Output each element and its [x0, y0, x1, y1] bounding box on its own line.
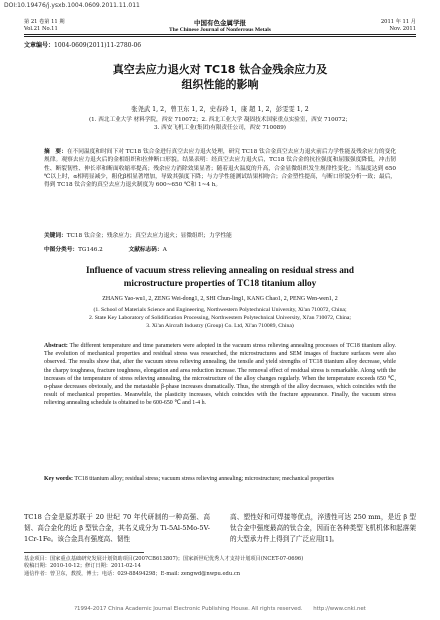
authors-chinese: 张尧武 1, 2，曾卫东 1, 2，史春玲 1，康 超 1, 2，彭雯雯 1, 2 — [131, 106, 309, 113]
authors-english: ZHANG Yao-wu1, 2, ZENG Wei-dong1, 2, SHI Chun-ling1, KANG Chao1, 2, PENG Wen-wen1, 2 — [102, 296, 338, 302]
footnote-rule — [24, 552, 144, 553]
footnotes: 基金项目：国家重点基础研究发展计划资助项目(2007CB613807)；国家新世纪优秀人才支持计划项目(NCET-07-0696) 收稿日期：2010-10-12；修订日期：2011-02-14 通信作者：曾卫东，教授，博士；电话：029-88494298；E-mail: zengwd@nwpu.edu.cn — [24, 556, 304, 577]
header-journal-name: 中国有色金属学报 The Chinese Journal of Nonferrous Metals — [169, 19, 271, 33]
copyright-footer: ?1994-2017 China Academic Journal Electronic Publishing House. All rights reserved. http://www.cnki.net — [74, 606, 366, 612]
affiliations-english: (1. School of Materials Science and Engineering, Northwestern Polytechnical University, Xi'an 710072, China; 2. State Key Laboratory of Solidification Processing, Northwestern Polytechnical University, Xi'an 710072, China; 3. Xi'an Aircraft Industry (Group) Co. Ltd, Xi'an 710089, China) — [89, 307, 351, 329]
body-column-right: 高、塑性好和可焊接等优点，淬透性可达 250 mm，是近 β 型钛合金中强度最高的钛合金，因而在各种类型飞机机体和起落架的大型承力件上得到了广泛应用[1]。 — [230, 513, 416, 543]
affiliations-chinese: (1. 西北工业大学 材料学院，西安 710072；2. 西北工业大学 凝固技术国家重点实验室，西安 710072； 3. 西安飞机工业(集团)有限责任公司，西安 710089) — [88, 117, 351, 131]
abstract-cn-text: 在不同温度和时间下对 TC18 钛合金进行真空去应力退火处理，研究 TC18 钛合金真空去应力退火前后力学性能及残余应力的变化规律。观察去应力退火后的金相组织和拉伸断口形貌。结果表明：经真空去应力退火后，TC18 钛合金的抗拉强度和屈服强度降低，冲击韧性、断裂韧性、伸长率和断面收缩率提高；残余应力消除效果显著；随着退火温度的升高，合金显微组织发生规律性变化；当温度达到 650 ℃以上时，α相明显减少，粗化β相显著增加，导致其强度下降；与力学性能测试结果相吻合；合金塑性提高，与断口形貌分析一致；最后，得到 TC18 钛合金的真空去应力退火制度为 600~650 ℃和 1~4 h。 — [44, 149, 397, 189]
title-english: Influence of vacuum stress relieving annealing on residual stress and microstructure properties of TC18 titanium alloy — [85, 265, 355, 288]
abstract-chinese — [44, 148, 396, 189]
header-date: 2011 年 11 月 Nov. 2011 — [380, 19, 416, 32]
header-volume: 第 21 卷第 11 期 Vol.21 No.11 — [24, 19, 65, 32]
article-number: 文章编号：1004-0609(2011)11-2780-06 — [24, 42, 142, 49]
keywords-chinese: 关键词：TC18 钛合金；残余应力；真空去应力退火；显微组织；力学性能 — [44, 233, 232, 239]
header-rule-thin — [24, 36, 416, 37]
doi-text: DOI:10.19476/j.ysxb.1004.0609.2011.11.011 — [4, 2, 140, 9]
abstract-english: Abstract: The different temperature and time parameters were adopted in the vacuum stress relieving annealing processes of TC18 titanium alloy. The evolution of mechanical properties and residual stress was researched, the microstructures and SEM images of fracture surfaces were also observed. The results show that, after the vacuum stress relieving annealing, the tensile and yield strengths of TC18 titanium alloy decrease, while the charpy toughness, fracture toughness, elongation and area reduction increase. The removal effect of residual stress is remarkable. Along with the increases of the temperature of stress relieving annealing, the microstructure of the alloy changes regularly. When the temperature exceeds 650 ℃, α-phase decreases obviously, and the metastable β-phase increases dramatically. Thus, the strength of the alloy decreases, which coincides with the result of mechanical properties. Meanwhile, the plasticity increases, which coincides with the fracture appearance. Finally, the vacuum stress relieving annealing schedule is obtained to be 600-650 ℃ and 1-4 h. — [44, 343, 396, 407]
header-rule-thick — [24, 34, 416, 35]
body-column-left: TC18 合金是原苏联于 20 世纪 70 年代研制的一种高强、高韧、高合金化的近 β 型钛合金，其名义成分为 Ti-5Al-5Mo-5V-1Cr-1Fe。该合金具有强度高、韧性 — [24, 513, 210, 543]
title-chinese: 真空去应力退火对 TC18 钛合金残余应力及 组织性能的影响 — [112, 63, 328, 91]
classification-line: 中图分类号：TG146.2 文献标志码：A — [44, 247, 167, 253]
abstract-cn-label: 摘 要： — [44, 149, 67, 155]
keywords-english: Key words: TC18 titanium alloy; residual stress; vacuum stress relieving annealing; microstructure; mechanical properties — [44, 476, 334, 482]
